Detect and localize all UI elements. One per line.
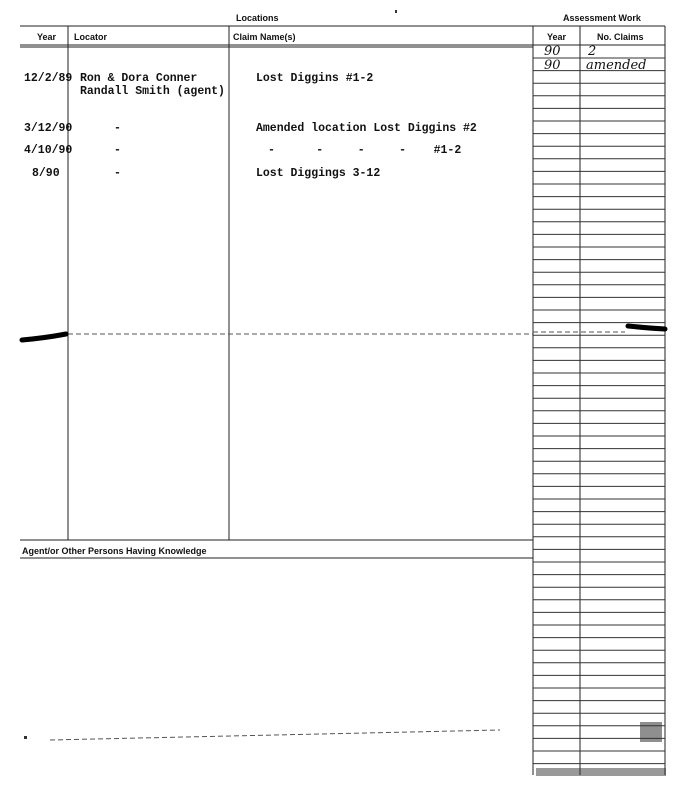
entry-2-year: 3/12/90 [24, 122, 73, 135]
assessment-work-header: Assessment Work [563, 13, 641, 23]
agent-section-label: Agent/or Other Persons Having Knowledge [22, 546, 207, 556]
aw-1-claims: 2 [588, 44, 597, 59]
aw-1-year: 90 [544, 44, 561, 59]
entry-2-locator: - [114, 122, 121, 135]
entry-4-locator: - [114, 167, 121, 180]
entry-1-claim: Lost Diggins #1-2 [256, 72, 374, 85]
no-claims-column-header: No. Claims [597, 32, 644, 42]
locator-column-header: Locator [74, 32, 108, 42]
entry-1-year: 12/2/89 [24, 72, 73, 85]
aw-2-year: 90 [544, 58, 561, 73]
claim-names-column-header: Claim Name(s) [233, 32, 296, 42]
locations-header: Locations [236, 13, 279, 23]
entry-3-year: 4/10/90 [24, 144, 73, 157]
entry-4-claim: Lost Diggings 3-12 [256, 167, 381, 180]
aw-year-column-header: Year [547, 32, 567, 42]
year-column-header: Year [37, 32, 57, 42]
entry-3-locator: - [114, 144, 121, 157]
entry-3-claim: - - - - #1-2 [268, 144, 462, 157]
entry-4-year: 8/90 [32, 167, 60, 180]
aw-2-claims: amended [586, 58, 647, 73]
entry-2-claim: Amended location Lost Diggins #2 [256, 122, 477, 135]
entry-1-locator: Ron & Dora Conner Randall Smith (agent) [80, 72, 225, 98]
